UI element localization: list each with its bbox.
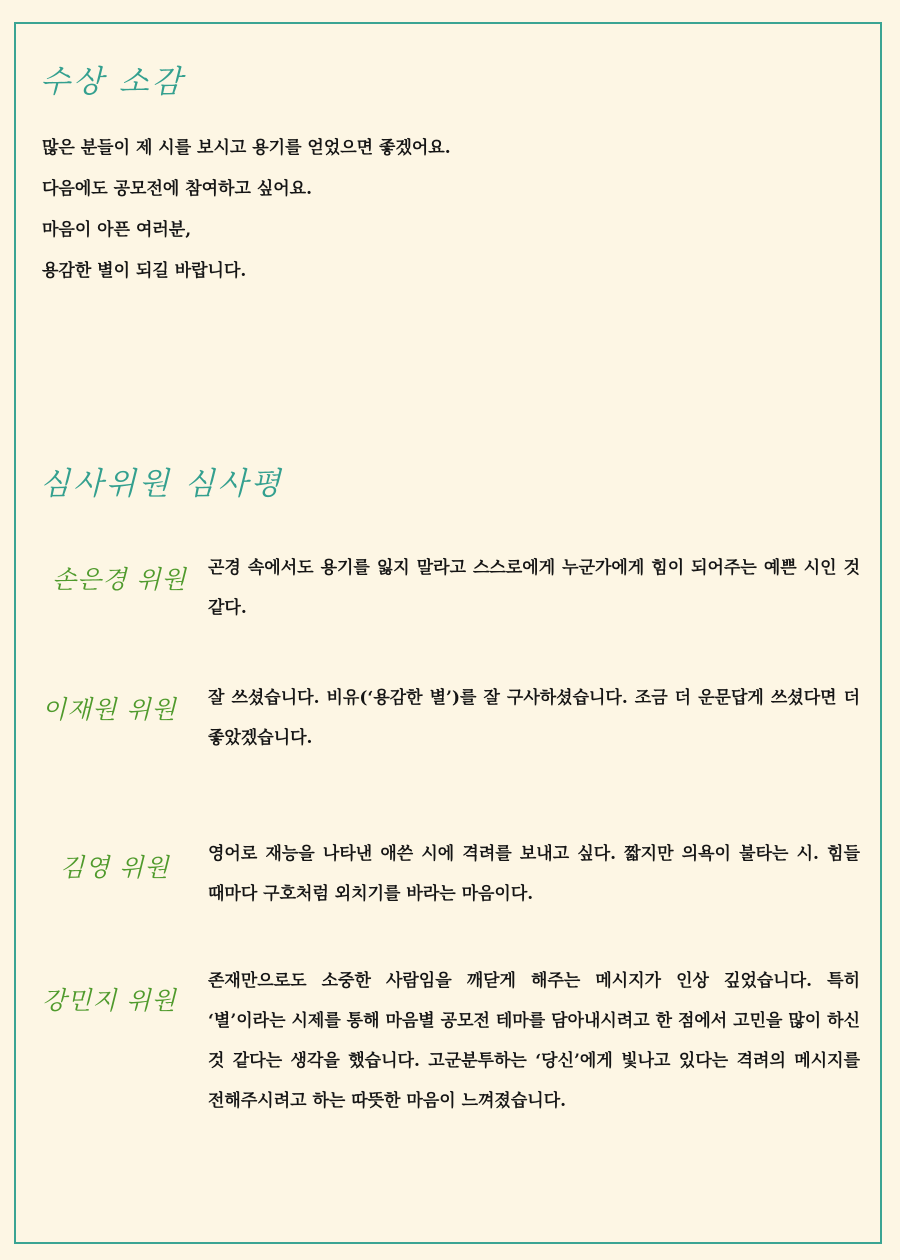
speech-line: 다음에도 공모전에 참여하고 싶어요. [42, 179, 313, 199]
speech-line: 많은 분들이 제 시를 보시고 용기를 얻었으면 좋겠어요. [42, 138, 451, 158]
judge-name: 강민지 위원 [42, 986, 177, 1015]
review-text: 영어로 재능을 나타낸 애쓴 시에 격려를 보내고 싶다. 짧지만 의욕이 불타는 시. 힘들 때마다 구호처럼 외치기를 바라는 마음이다. [208, 844, 860, 904]
award-speech-title: 수상 소감 [40, 64, 185, 100]
review-text: 잘 쓰셨습니다. 비유(‘용감한 별’)를 잘 구사하셨습니다. 조금 더 운문답게 쓰셨다면 더 좋았겠습니다. [208, 688, 860, 748]
speech-line: 마음이 아픈 여러분, [42, 220, 192, 240]
judge-name: 김영 위원 [60, 853, 170, 882]
speech-line: 용감한 별이 되길 바랍니다. [42, 261, 247, 281]
review-text: 존재만으로도 소중한 사람임을 깨닫게 해주는 메시지가 인상 깊었습니다. 특히 ‘별’이라는 시제를 통해 마음별 공모전 테마를 담아내시려고 한 점에서 고민을 많이 하신 것 같다는 생각을 했습니다. 고군분투하는 ‘당신’에게 빛나고 있다는 격려의 메시지를 전해주시려고 하는 따뜻한 마음이 느껴졌습니다. [208, 971, 860, 1111]
award-speech-body [42, 128, 842, 292]
judge-name: 손은경 위원 [52, 565, 187, 594]
judges-review-title: 심사위원 심사평 [40, 466, 284, 502]
review-text: 곤경 속에서도 용기를 잃지 말라고 스스로에게 누군가에게 힘이 되어주는 예쁜 시인 것 같다. [208, 558, 860, 618]
judge-name: 이재원 위원 [42, 695, 177, 724]
